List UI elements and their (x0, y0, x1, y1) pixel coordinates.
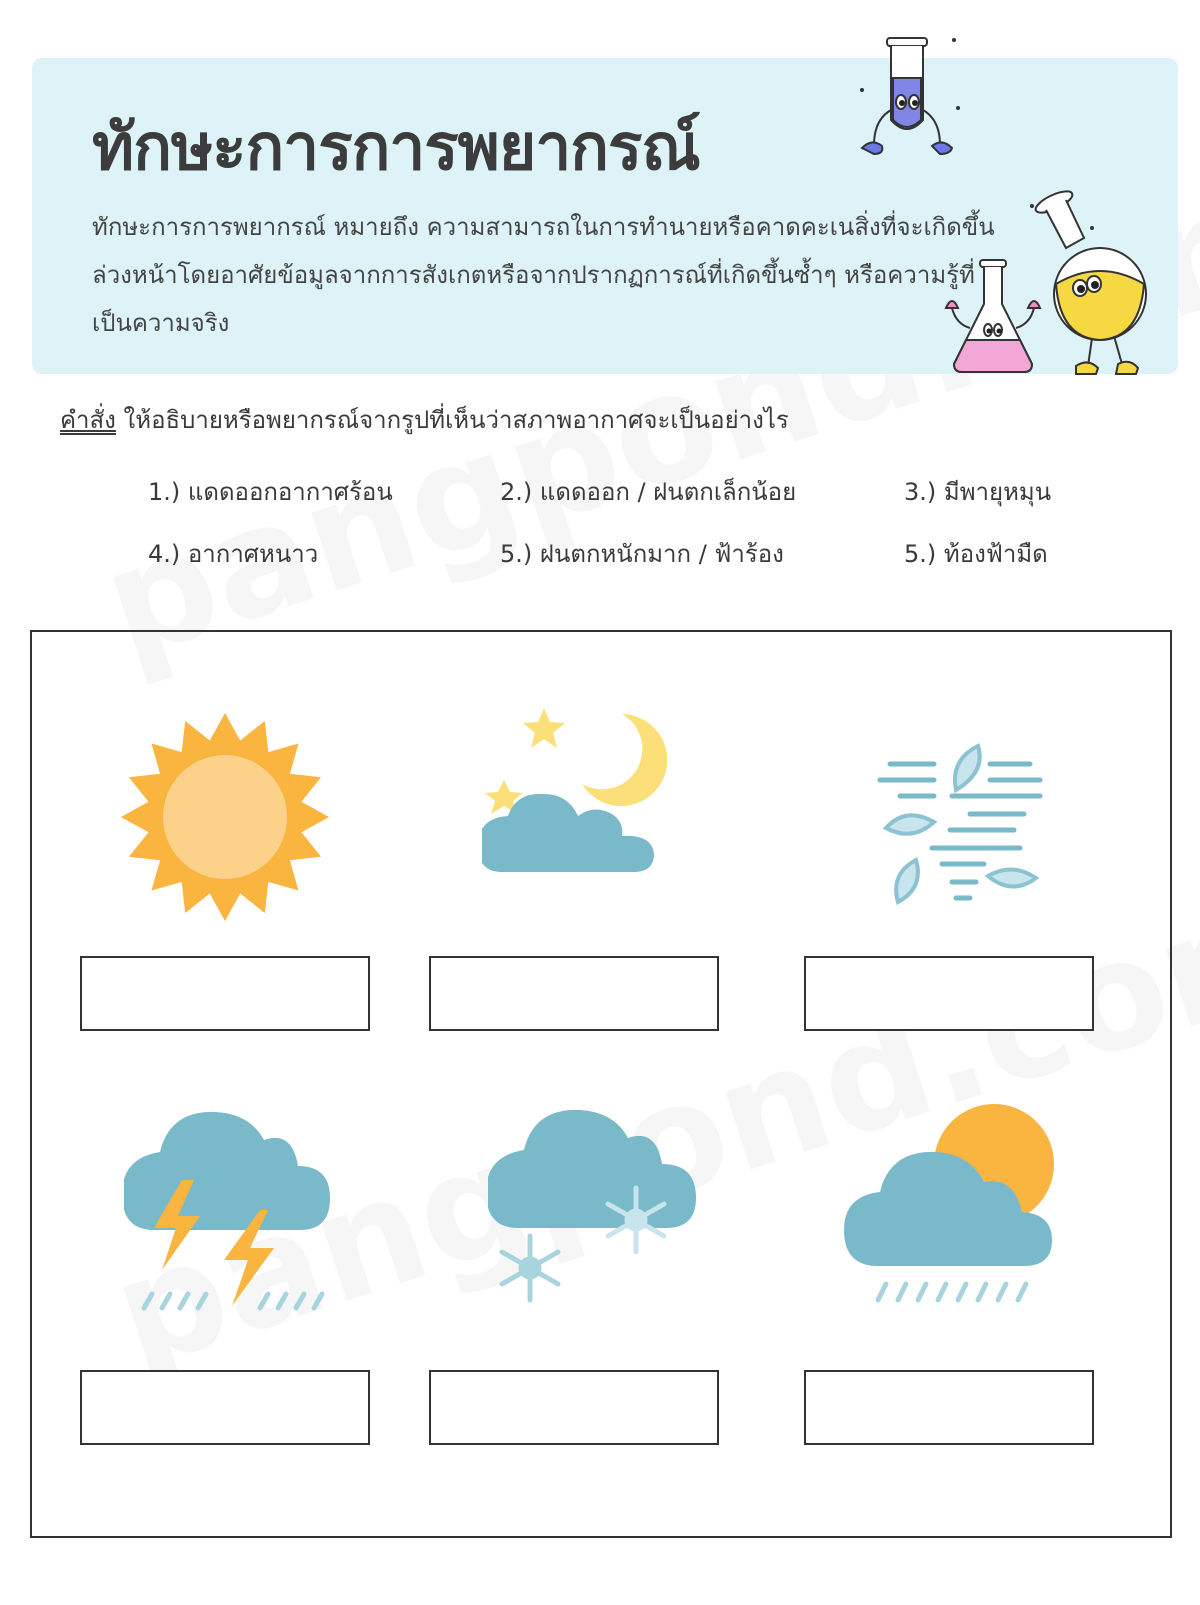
answer-box[interactable] (429, 956, 719, 1031)
option-3: 3.) มีพายุหมุน (904, 478, 1052, 506)
instruction (60, 400, 789, 439)
sun-icon (120, 712, 330, 922)
answer-box[interactable] (804, 956, 1094, 1031)
test-tube-character-icon (854, 20, 964, 170)
option-1: 1.) แดดออกอากาศร้อน (148, 478, 393, 506)
sun-rain-cloud-icon (844, 1096, 1064, 1306)
snow-cloud-icon (488, 1108, 708, 1318)
answer-box[interactable] (80, 956, 370, 1031)
cloudy-night-icon (482, 702, 682, 902)
exercise-panel (30, 630, 1172, 1538)
option-6: 5.) ท้องฟ้ามืด (904, 540, 1048, 568)
page-title: ทักษะการการพยากรณ์ (92, 111, 700, 185)
answer-box[interactable] (429, 1370, 719, 1445)
instruction-label: คำสั่ง (60, 406, 116, 434)
conical-flask-character-icon (940, 254, 1050, 384)
windy-leaves-icon (872, 742, 1052, 922)
page-description: ทักษะการการพยากรณ์ หมายถึง ความสามารถในการทำนายหรือคาดคะเนสิ่งที่จะเกิดขึ้นล่วงหน้าโดยอาศัยข้อมูลจากการสังเกตหรือจากปรากฏการณ์ที่เกิดขึ้นซ้ำๆ หรือความรู้ที่เป็นความจริง (92, 213, 995, 337)
option-5: 5.) ฝนตกหนักมาก / ฟ้าร้อง (500, 540, 784, 568)
instruction-text: ให้อธิบายหรือพยากรณ์จากรูปที่เห็นว่าสภาพอากาศจะเป็นอย่างไร (115, 406, 789, 434)
answer-box[interactable] (80, 1370, 370, 1445)
option-2: 2.) แดดออก / ฝนตกเล็กน้อย (500, 478, 797, 506)
thunderstorm-icon (124, 1110, 334, 1320)
option-4: 4.) อากาศหนาว (148, 540, 319, 568)
header-card (32, 58, 1178, 374)
answer-box[interactable] (804, 1370, 1094, 1445)
